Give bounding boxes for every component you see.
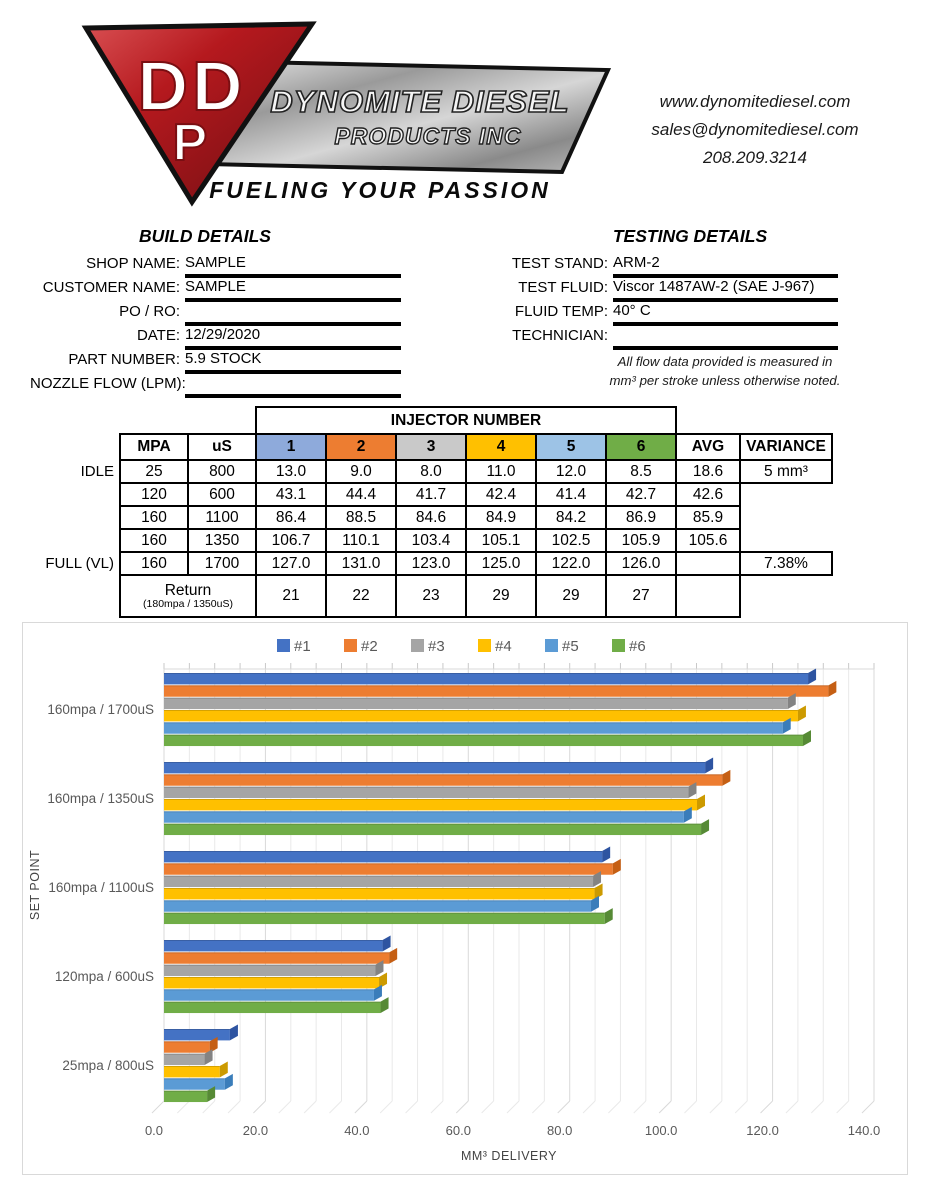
legend-swatch [545,639,558,652]
chart-bar-top-edge [164,722,783,723]
chart-bar [164,673,808,684]
col-header-injector-4: 4 [466,434,536,460]
chart-bar [164,900,591,911]
flow-value-cell: 105.1 [466,529,536,552]
legend-label: #5 [562,638,579,655]
table-cell [20,575,120,617]
table-cell: 600 [188,483,256,506]
return-row-label [120,575,256,617]
table-cell [20,407,120,434]
variance-cell [740,506,832,529]
chart-bar-top-edge [164,774,722,775]
chart-bar-top-edge [164,1041,210,1042]
chart-bar-end-cap [225,1074,233,1090]
table-cell: 160 [120,552,188,575]
chart-bar-end-cap [605,908,613,924]
row-label [20,529,120,552]
chart-bar-end-cap [705,758,713,774]
detail-field-row [482,326,838,350]
x-tick-label: 120.0 [746,1123,779,1138]
gridline-foot [507,1101,519,1113]
avg-cell: 18.6 [676,460,740,483]
chart-bar-end-cap [808,669,816,685]
chart-bar-top-edge [164,1091,207,1092]
table-cell [676,407,740,434]
field-label: PO / RO: [119,303,180,320]
table-cell: 1350 [188,529,256,552]
chart-bar-end-cap [381,997,389,1013]
gridline-foot [152,1101,164,1113]
detail-field-row [30,350,401,374]
category-label: 160mpa / 1100uS [48,880,154,895]
avg-cell: 42.6 [676,483,740,506]
testing-details-section [482,254,838,350]
chart-bar [164,952,389,963]
chart-bar [164,710,798,721]
contact-phone: 208.209.3214 [703,148,807,167]
chart-bar-top-edge [164,1029,230,1030]
gridline-foot [279,1101,291,1113]
flow-value-cell: 43.1 [256,483,326,506]
field-value: ARM-2 [613,254,838,278]
flow-value-cell: 42.7 [606,483,676,506]
row-label: IDLE [80,463,114,480]
flow-value-cell: 86.9 [606,506,676,529]
gridline-foot [659,1101,671,1113]
detail-field-row [30,326,401,350]
chart-bar [164,1002,381,1013]
chart-bar-end-cap [803,730,811,746]
flow-value-cell: 123.0 [396,552,466,575]
flow-value-cell: 102.5 [536,529,606,552]
chart-bar [164,940,383,951]
col-header-injector-1: 1 [256,434,326,460]
table-cell [120,407,256,434]
field-value: Viscor 1487AW-2 (SAE J-967) [613,278,838,302]
return-sublabel: (180mpa / 1350uS) [143,597,233,610]
row-label: FULL (VL) [45,555,114,572]
x-tick-label: 40.0 [344,1123,370,1138]
chart-bar-top-edge [164,851,602,852]
flow-value-cell: 106.7 [256,529,326,552]
table-cell: 120 [120,483,188,506]
row-label [20,506,120,529]
chart-bar [164,722,783,733]
flow-value-cell: 44.4 [326,483,396,506]
detail-field-row [30,254,401,278]
field-label: FLUID TEMP: [514,303,608,320]
table-cell: 1700 [188,552,256,575]
flow-value-cell: 41.7 [396,483,466,506]
company-logo-graphic [40,10,620,210]
chart-bar-top-edge [164,799,697,800]
flow-value-cell: 125.0 [466,552,536,575]
chart-bar-end-cap [602,847,610,863]
flow-data-note [596,352,854,390]
chart-bar [164,851,602,862]
contact-email: sales@dynomitediesel.com [651,120,859,139]
chart-bar [164,1066,220,1077]
field-value: SAMPLE [185,278,401,302]
gridline-foot [228,1101,240,1113]
flow-value-cell: 84.9 [466,506,536,529]
chart-bar [164,863,613,874]
legend-swatch [478,639,491,652]
legend-label: #1 [294,638,311,655]
table-cell: 160 [120,506,188,529]
chart-bar [164,888,595,899]
avg-cell: 105.6 [676,529,740,552]
injector-number-header: INJECTOR NUMBER [256,407,676,434]
chart-bar-top-edge [164,1002,381,1003]
gridline-foot [380,1101,392,1113]
legend-label: #4 [495,638,512,655]
legend-label: #2 [361,638,378,655]
chart-bar-top-edge [164,762,705,763]
chart-bar-top-edge [164,1066,220,1067]
chart-bar-top-edge [164,977,379,978]
return-value-cell: 21 [256,575,326,617]
x-tick-label: 60.0 [445,1123,471,1138]
detail-field-row [482,302,838,326]
variance-cell [740,483,832,506]
chart-bar-top-edge [164,710,798,711]
gridline-foot [330,1101,342,1113]
chart-bar [164,774,722,785]
chart-bar [164,965,375,976]
table-cell: 800 [188,460,256,483]
legend-swatch [612,639,625,652]
chart-bar [164,1091,207,1102]
gridline-foot [634,1101,646,1113]
gridline-foot [710,1101,722,1113]
legend-label: #6 [629,638,646,655]
col-header-variance: VARIANCE [740,434,832,460]
gridline-foot [253,1101,265,1113]
chart-bar [164,685,828,696]
note-line1: All flow data provided is measured in [617,354,833,369]
col-header-injector-5: 5 [536,434,606,460]
chart-bar [164,1054,205,1065]
chart-bar-top-edge [164,698,788,699]
flow-value-cell: 9.0 [326,460,396,483]
col-header-injector-2: 2 [326,434,396,460]
avg-cell: 85.9 [676,506,740,529]
chart-bar-end-cap [798,705,806,721]
chart-bar-end-cap [697,794,705,810]
injector-table [20,406,833,618]
note-line2: mm³ per stroke unless otherwise noted. [609,373,841,388]
company-logo [40,10,620,210]
field-value [613,326,838,350]
chart-bar [164,698,788,709]
detail-field-row [30,278,401,302]
flow-value-cell: 110.1 [326,529,396,552]
field-label: TEST STAND: [511,255,608,272]
legend-swatch [344,639,357,652]
return-value-cell: 29 [466,575,536,617]
return-value-cell: 27 [606,575,676,617]
gridline-foot [177,1101,189,1113]
avg-cell [676,552,740,575]
gridline-foot [203,1101,215,1113]
logo-tagline: FUELING YOUR PASSION [209,177,551,203]
testing-details-title: TESTING DETAILS [612,226,768,246]
chart-bar-top-edge [164,735,803,736]
col-header-us: uS [188,434,256,460]
x-tick-label: 80.0 [547,1123,573,1138]
x-axis-title: MM³ DELIVERY [460,1149,558,1163]
chart-bar [164,811,684,822]
gridline-foot [786,1101,798,1113]
chart-bar-top-edge [164,1078,225,1079]
flow-value-cell: 41.4 [536,483,606,506]
chart-bar [164,913,605,924]
chart-bar-top-edge [164,888,595,889]
contact-block [600,88,910,172]
gridline-foot [431,1101,443,1113]
flow-value-cell: 12.0 [536,460,606,483]
injector-data-table [20,406,833,618]
gridline-foot [456,1101,468,1113]
detail-field-row [30,302,401,326]
gridline-foot [558,1101,570,1113]
y-axis-title: SET POINT [28,849,42,921]
field-value: 12/29/2020 [185,326,401,350]
x-tick-label: 140.0 [847,1123,881,1138]
return-value-cell: 23 [396,575,466,617]
gridline-foot [735,1101,747,1113]
table-cell [740,407,832,434]
logo-monogram-bottom: P [172,114,208,172]
legend-label: #3 [428,638,445,655]
category-label: 160mpa / 1350uS [47,791,154,806]
gridline-foot [532,1101,544,1113]
gridline-foot [355,1101,367,1113]
field-value: 5.9 STOCK [185,350,401,374]
detail-field-row [482,278,838,302]
gridline-foot [761,1101,773,1113]
flow-value-cell: 122.0 [536,552,606,575]
flow-value-cell: 131.0 [326,552,396,575]
flow-value-cell: 88.5 [326,506,396,529]
gridline-foot [685,1101,697,1113]
chart-bar [164,762,705,773]
field-value [185,374,401,398]
variance-cell: 7.38% [740,552,832,575]
flow-value-cell: 8.0 [396,460,466,483]
col-header-avg: AVG [676,434,740,460]
chart-bar-top-edge [164,1054,205,1055]
chart-bar-end-cap [383,936,391,952]
variance-cell [740,529,832,552]
chart-bar-top-edge [164,952,389,953]
flow-value-cell: 86.4 [256,506,326,529]
legend-swatch [411,639,424,652]
flow-value-cell: 127.0 [256,552,326,575]
detail-field-row [30,374,401,398]
gridline-foot [304,1101,316,1113]
flow-value-cell: 126.0 [606,552,676,575]
category-label: 25mpa / 800uS [62,1058,154,1073]
contact-website: www.dynomitediesel.com [659,92,851,111]
chart-bar-top-edge [164,940,383,941]
return-value-cell: 29 [536,575,606,617]
flow-value-cell: 8.5 [606,460,676,483]
logo-monogram-top: DD [137,47,247,125]
flow-value-cell: 105.9 [606,529,676,552]
category-label: 160mpa / 1700uS [47,702,154,717]
chart-bar-end-cap [613,859,621,875]
chart-bar [164,799,697,810]
flow-value-cell: 42.4 [466,483,536,506]
chart-bar [164,1078,225,1089]
flow-value-cell: 11.0 [466,460,536,483]
table-cell: 160 [120,529,188,552]
legend-swatch [277,639,290,652]
chart-bar-top-edge [164,685,828,686]
chart-bar-top-edge [164,989,374,990]
gridline-foot [608,1101,620,1113]
field-label: SHOP NAME: [86,255,180,272]
chart-bar-end-cap [230,1025,238,1041]
chart-bar-top-edge [164,900,591,901]
table-cell: 25 [120,460,188,483]
field-value: SAMPLE [185,254,401,278]
bar-chart-svg [23,623,907,1174]
chart-bar-top-edge [164,787,688,788]
chart-bar-end-cap [828,681,836,697]
flow-value-cell: 84.6 [396,506,466,529]
col-header-injector-6: 6 [606,434,676,460]
return-label: Return [164,581,212,599]
table-cell: 1100 [188,506,256,529]
logo-company-line1: DYNOMITE DIESEL [270,84,570,119]
chart-bar-top-edge [164,811,684,812]
field-value: 40° C [613,302,838,326]
table-cell [740,575,832,617]
row-label [20,483,120,506]
gridline-foot [862,1101,874,1113]
gridline-foot [583,1101,595,1113]
chart-bar [164,824,701,835]
chart-bar [164,1029,230,1040]
field-label: TEST FLUID: [518,279,608,296]
x-tick-label: 20.0 [242,1123,269,1138]
return-value-cell: 22 [326,575,396,617]
flow-value-cell: 84.2 [536,506,606,529]
col-header-injector-3: 3 [396,434,466,460]
field-label: DATE: [136,327,180,344]
chart-bar-end-cap [701,819,709,835]
chart-bar-top-edge [164,863,613,864]
detail-field-row [482,254,838,278]
gridline-foot [811,1101,823,1113]
table-cell [20,434,120,460]
chart-bar-top-edge [164,876,593,877]
variance-cell: 5 mm³ [740,460,832,483]
x-tick-label: 0.0 [144,1123,164,1138]
chart-bar-end-cap [389,948,397,964]
gridline-foot [482,1101,494,1113]
field-label: NOZZLE FLOW (LPM): [30,375,186,392]
field-label: CUSTOMER NAME: [42,279,180,296]
chart-bar [164,735,803,746]
chart-bar-end-cap [220,1061,228,1077]
chart-bar-top-edge [164,965,375,966]
chart-bar [164,876,593,887]
build-details-section [30,254,401,398]
field-label: PART NUMBER: [68,351,180,368]
x-tick-label: 100.0 [644,1123,678,1138]
chart-bar [164,989,374,1000]
build-details-title: BUILD DETAILS [139,226,271,246]
col-header-mpa: MPA [120,434,188,460]
chart-bar-top-edge [164,824,701,825]
gridline-foot [406,1101,418,1113]
chart-bar [164,977,379,988]
field-value [185,302,401,326]
chart-bar [164,1041,210,1052]
gridline-foot [837,1101,849,1113]
avg-cell [676,575,740,617]
category-label: 120mpa / 600uS [54,969,154,984]
logo-company-line2: PRODUCTS INC [334,123,522,149]
chart-bar-top-edge [164,913,605,914]
chart-bar [164,787,688,798]
chart-bar-end-cap [722,770,730,786]
delivery-bar-chart [22,622,908,1175]
flow-value-cell: 13.0 [256,460,326,483]
field-label: TECHNICIAN: [512,327,608,344]
chart-bar-top-edge [164,673,808,674]
flow-value-cell: 103.4 [396,529,466,552]
